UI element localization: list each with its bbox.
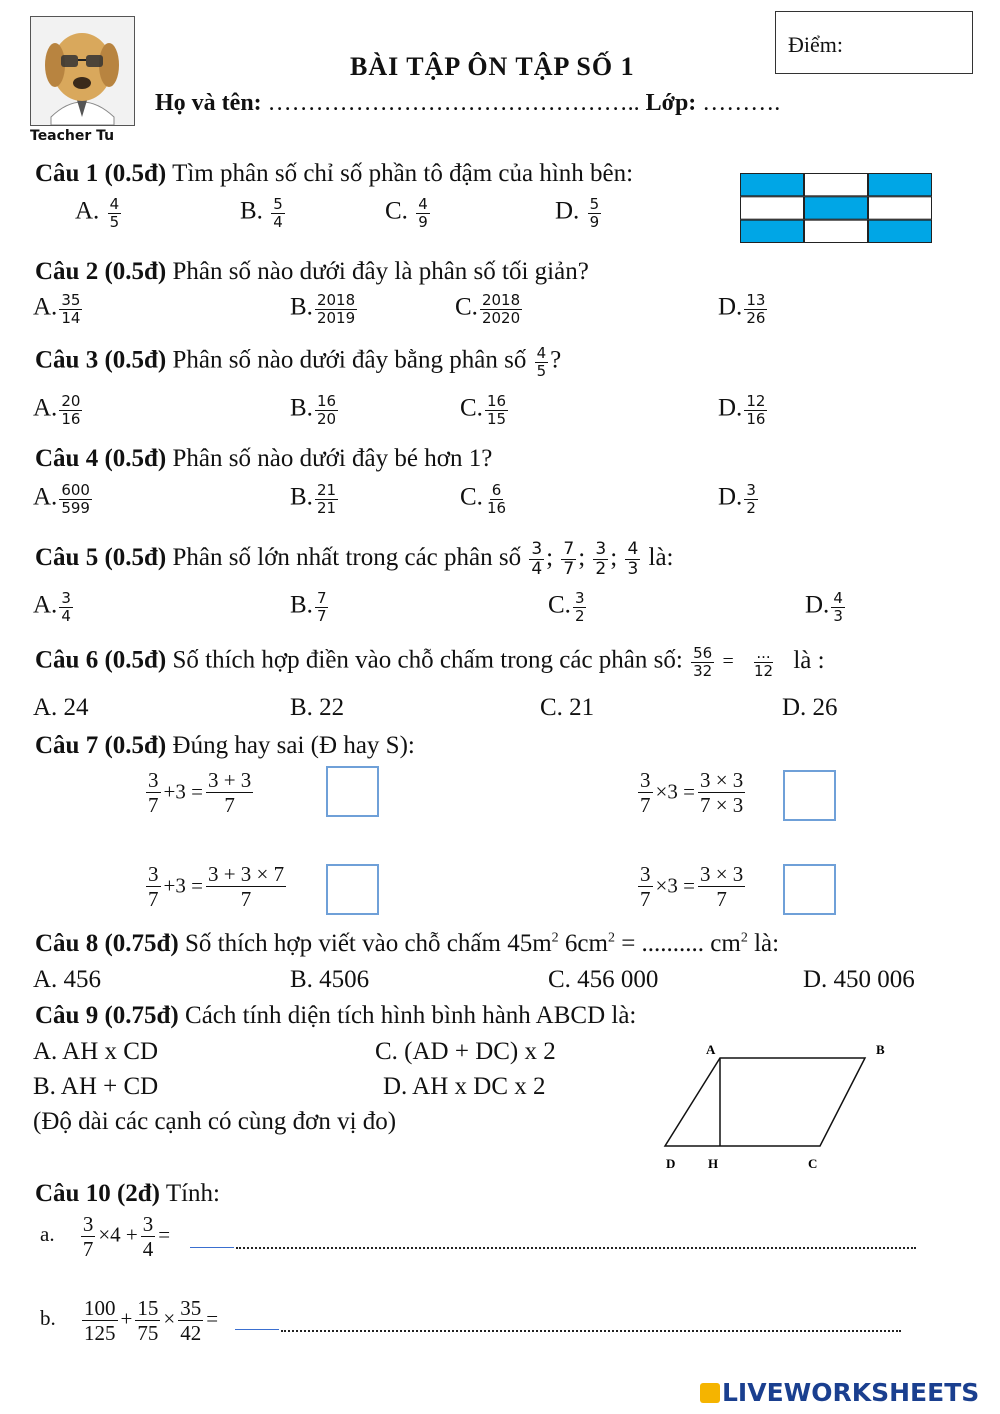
q1-prompt xyxy=(35,160,633,188)
unshaded-cell xyxy=(805,174,868,196)
q10-part-b: b. $\frac{100}{125}$ + $\frac{15}{75}$ × $\frac{35}{42}$ = xyxy=(40,1296,219,1346)
q5-option-b[interactable]: B. $\frac{7}{7}$ xyxy=(290,589,327,625)
q2-option-d[interactable]: D. $\frac{13}{26}$ xyxy=(718,291,766,327)
q8-option-a[interactable]: A. 456 xyxy=(33,966,102,993)
q2-label: Câu 2 (0.5đ) xyxy=(35,258,167,285)
shaded-cell xyxy=(741,174,804,196)
class-label: Lớp: xyxy=(645,90,697,116)
unshaded-cell xyxy=(869,197,932,219)
q3-option-b[interactable]: B. $\frac{16}{20}$ xyxy=(290,392,337,428)
q3-text: Phân số nào dưới đây bằng phân số xyxy=(172,346,527,374)
teacher-caption: Teacher Tu xyxy=(30,128,115,144)
q8-option-b[interactable]: B. 4506 xyxy=(290,966,370,993)
q1-option-a[interactable]: A. $\frac{4}{5}$ xyxy=(75,195,120,231)
q7-answer-box-1[interactable] xyxy=(326,766,379,817)
liveworksheets-logo xyxy=(700,1378,979,1407)
q10-prompt xyxy=(35,1180,220,1208)
parallelogram-abcd-figure xyxy=(660,1040,890,1175)
point-a-label: A xyxy=(706,1042,716,1057)
q3-label: Câu 3 (0.5đ) xyxy=(35,346,167,374)
q5-option-c[interactable]: C. $\frac{3}{2}$ xyxy=(548,589,585,625)
q1-option-c[interactable]: C. $\frac{4}{9}$ xyxy=(385,195,428,231)
q9-prompt xyxy=(35,1002,636,1030)
q7-label: Câu 7 (0.5đ) xyxy=(35,732,167,759)
q9-label: Câu 9 (0.75đ) xyxy=(35,1002,179,1029)
q3-prompt: Câu 3 (0.5đ) Phân số nào dưới đây bằng phân số $\frac{4}{5}$ ? xyxy=(35,344,562,380)
q7-answer-box-2[interactable] xyxy=(783,770,836,821)
q10-a-input[interactable] xyxy=(190,1231,234,1248)
q6-option-a[interactable]: A. 24 xyxy=(33,694,89,721)
q5-text: Phân số lớn nhất trong các phân số xyxy=(172,543,522,571)
q2-option-a[interactable]: A. $\frac{35}{14}$ xyxy=(33,291,81,327)
q4-option-b[interactable]: B. $\frac{21}{21}$ xyxy=(290,481,337,517)
q10-b-answer-line[interactable] xyxy=(281,1306,901,1332)
q4-option-c[interactable]: C. $\frac{6}{16}$ xyxy=(460,481,507,517)
q1-label: Câu 1 (0.5đ) xyxy=(35,160,167,187)
q3-option-c[interactable]: C. $\frac{16}{15}$ xyxy=(460,392,507,428)
q7-item-2: $\frac{3}{7}$ ×3 = $\frac{3 \times 3}{7 \times 3}$ xyxy=(640,768,744,818)
unshaded-cell xyxy=(805,220,868,242)
shaded-cell xyxy=(869,220,932,242)
q2-text: Phân số nào dưới đây là phân số tối giản? xyxy=(172,258,589,285)
point-b-label: B xyxy=(876,1042,885,1057)
q7-item-1: $\frac{3}{7}$ +3 = $\frac{3 + 3}{7}$ xyxy=(148,768,252,818)
q4-prompt xyxy=(35,445,492,473)
q2-option-c[interactable]: C. $\frac{2018}{2020}$ xyxy=(455,291,521,327)
q10-label: Câu 10 (2đ) xyxy=(35,1180,161,1207)
q1-shaded-figure xyxy=(740,173,932,243)
q4-option-a[interactable]: A. $\frac{600}{599}$ xyxy=(33,481,90,517)
q8-label: Câu 8 (0.75đ) xyxy=(35,930,179,957)
point-c-label: C xyxy=(808,1156,818,1171)
shaded-cell xyxy=(805,197,868,219)
q1-text: Tìm phân số chỉ số phần tô đậm của hình bên: xyxy=(172,160,634,187)
q8-option-c[interactable]: C. 456 000 xyxy=(548,966,659,993)
q10-text: Tính: xyxy=(165,1180,220,1207)
point-h-label: H xyxy=(708,1156,719,1171)
q3-option-d[interactable]: D. $\frac{12}{16}$ xyxy=(718,392,766,428)
q10-part-a: a. $\frac{3}{7}$ ×4 + $\frac{3}{4}$ = xyxy=(40,1212,171,1262)
q9-note: (Độ dài các cạnh có cùng đơn vị đo) xyxy=(33,1108,397,1135)
q5-prompt: Câu 5 (0.5đ) Phân số lớn nhất trong các phân số $\frac{3}{4}$ ; $\frac{7}{7}$ ; $\frac{3}{2}$ ; $\frac{4}{3}$ là: xyxy=(35,539,674,579)
q9-text: Cách tính diện tích hình bình hành ABCD là: xyxy=(185,1002,637,1029)
class-field[interactable]: ………. xyxy=(702,90,781,116)
q8-option-d[interactable]: D. 450 006 xyxy=(803,966,915,993)
name-field[interactable]: ……………………………………….. xyxy=(267,90,640,116)
q7-answer-box-3[interactable] xyxy=(326,864,379,915)
q1-option-b[interactable]: B. $\frac{5}{4}$ xyxy=(240,195,283,231)
q5-label: Câu 5 (0.5đ) xyxy=(35,543,167,571)
q2-option-b[interactable]: B. $\frac{2018}{2019}$ xyxy=(290,291,356,327)
q6-label: Câu 6 (0.5đ) xyxy=(35,646,167,674)
q6-prompt: Câu 6 (0.5đ) Số thích hợp điền vào chỗ chấm trong các phân số: $\frac{56}{32}$ = $\frac{...}{12}$ là : xyxy=(35,644,825,680)
q10-a-answer-line[interactable] xyxy=(236,1223,916,1249)
q4-label: Câu 4 (0.5đ) xyxy=(35,445,167,472)
q7-text: Đúng hay sai (Đ hay S): xyxy=(172,732,415,759)
page-title: BÀI TẬP ÔN TẬP SỐ 1 xyxy=(350,52,635,81)
name-label: Họ và tên: xyxy=(155,90,262,116)
q5-option-d[interactable]: D. $\frac{4}{3}$ xyxy=(805,589,843,625)
q6-option-d[interactable]: D. 26 xyxy=(782,694,838,721)
q7-item-3: $\frac{3}{7}$ +3 = $\frac{3 + 3 \times 7}{7}$ xyxy=(148,862,285,912)
liveworksheets-icon xyxy=(700,1383,720,1403)
parallelogram-shape xyxy=(665,1058,865,1146)
shaded-cell xyxy=(741,220,804,242)
score-label: Điểm: xyxy=(788,32,843,57)
q9-option-a[interactable]: A. AH x CD xyxy=(33,1038,159,1065)
q1-option-d[interactable]: D. $\frac{5}{9}$ xyxy=(555,195,600,231)
q6-option-c[interactable]: C. 21 xyxy=(540,694,595,721)
score-box[interactable] xyxy=(775,11,973,74)
watermark-text: LIVEWORKSHEETS xyxy=(722,1378,980,1407)
q9-option-b[interactable]: B. AH + CD xyxy=(33,1073,159,1100)
unshaded-cell xyxy=(741,197,804,219)
q7-item-4: $\frac{3}{7}$ ×3 = $\frac{3 \times 3}{7}$ xyxy=(640,862,744,912)
teacher-avatar xyxy=(30,16,135,126)
name-row xyxy=(155,90,780,117)
q7-answer-box-4[interactable] xyxy=(783,864,836,915)
point-d-label: D xyxy=(666,1156,676,1171)
q5-option-a[interactable]: A. $\frac{3}{4}$ xyxy=(33,589,71,625)
q6-text: Số thích hợp điền vào chỗ chấm trong các phân số: xyxy=(172,646,683,674)
q9-option-d[interactable]: D. AH x DC x 2 xyxy=(383,1073,546,1100)
q8-prompt: Câu 8 (0.75đ) Số thích hợp viết vào chỗ chấm $45m^2$ $6cm^2$ = .......... $cm^2$ là: xyxy=(35,930,780,957)
q6-option-b[interactable]: B. 22 xyxy=(290,694,345,721)
dog-teacher-icon xyxy=(31,17,134,125)
q4-option-d[interactable]: D. $\frac{3}{2}$ xyxy=(718,481,756,517)
shaded-cell xyxy=(869,174,932,196)
q4-text: Phân số nào dưới đây bé hơn 1? xyxy=(172,445,493,472)
q9-option-c[interactable]: C. (AD + DC) x 2 xyxy=(375,1038,556,1065)
q10-b-input[interactable] xyxy=(235,1313,279,1330)
q7-prompt xyxy=(35,732,415,760)
q3-option-a[interactable]: A. $\frac{20}{16}$ xyxy=(33,392,81,428)
q2-prompt xyxy=(35,258,589,286)
